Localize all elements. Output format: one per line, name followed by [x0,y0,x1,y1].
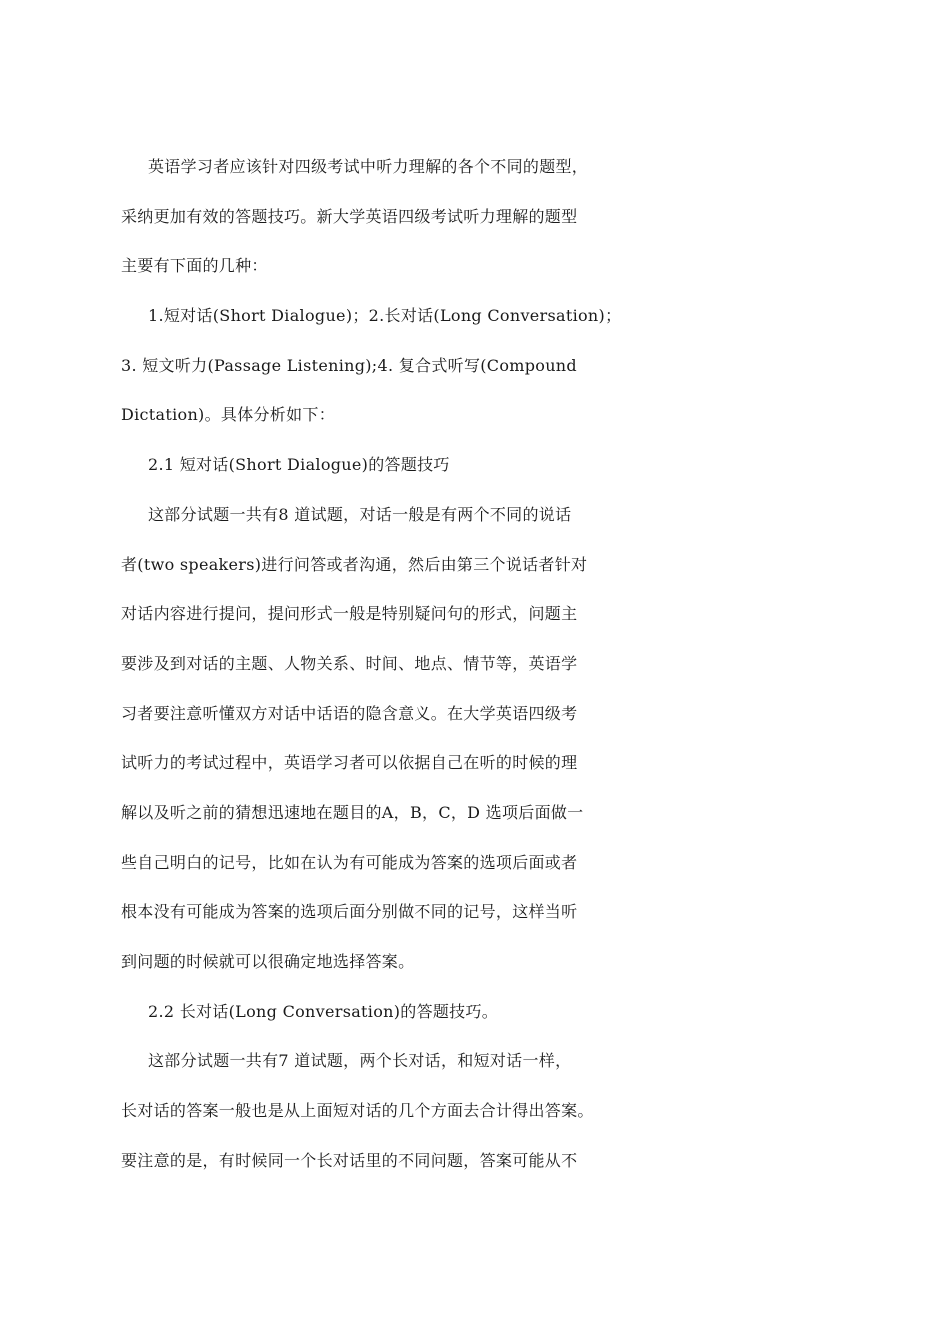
paragraph-line: 对话内容进行提问，提问形式一般是特别疑问句的形式，问题主 [121,604,578,624]
paragraph-line: 解以及听之前的猜想迅速地在题目的A，B，C，D 选项后面做一 [121,802,584,822]
paragraph-line: Dictation)。具体分析如下： [121,405,336,425]
paragraph-line: 者(two speakers)进行问答或者沟通，然后由第三个说话者针对 [121,554,588,574]
paragraph-line: 1.短对话(Short Dialogue)；2.长对话(Long Conversation)； [148,306,622,326]
paragraph-line: 要涉及到对话的主题、人物关系、时间、地点、情节等，英语学 [121,653,578,673]
paragraph-line: 采纳更加有效的答题技巧。新大学英语四级考试听力理解的题型 [121,206,578,226]
document-body [0,142,950,1185]
paragraph-line: 3. 短文听力(Passage Listening);4. 复合式听写(Compound [121,355,577,375]
section-heading: 2.1 短对话(Short Dialogue)的答题技巧 [148,455,450,475]
paragraph-line: 些自己明白的记号，比如在认为有可能成为答案的选项后面或者 [121,852,578,872]
paragraph-line: 到问题的时候就可以很确定地选择答案。 [121,952,415,971]
paragraph-line: 这部分试题一共有8 道试题，对话一般是有两个不同的说话 [148,504,572,524]
paragraph-line: 长对话的答案一般也是从上面短对话的几个方面去合计得出答案。 [121,1101,594,1121]
paragraph-line: 习者要注意听懂双方对话中话语的隐含意义。在大学英语四级考 [121,703,578,723]
section-heading: 2.2 长对话(Long Conversation)的答题技巧。 [148,1001,499,1021]
paragraph-line: 根本没有可能成为答案的选项后面分别做不同的记号，这样当听 [121,902,578,922]
paragraph-line: 试听力的考试过程中，英语学习者可以依据自己在听的时候的理 [121,753,578,773]
paragraph-line: 这部分试题一共有7 道试题，两个长对话，和短对话一样， [148,1051,572,1071]
paragraph-line: 主要有下面的几种： [121,256,268,276]
paragraph-line: 英语学习者应该针对四级考试中听力理解的各个不同的题型， [148,157,589,176]
paragraph-line: 要注意的是，有时候同一个长对话里的不同问题，答案可能从不 [121,1150,578,1170]
